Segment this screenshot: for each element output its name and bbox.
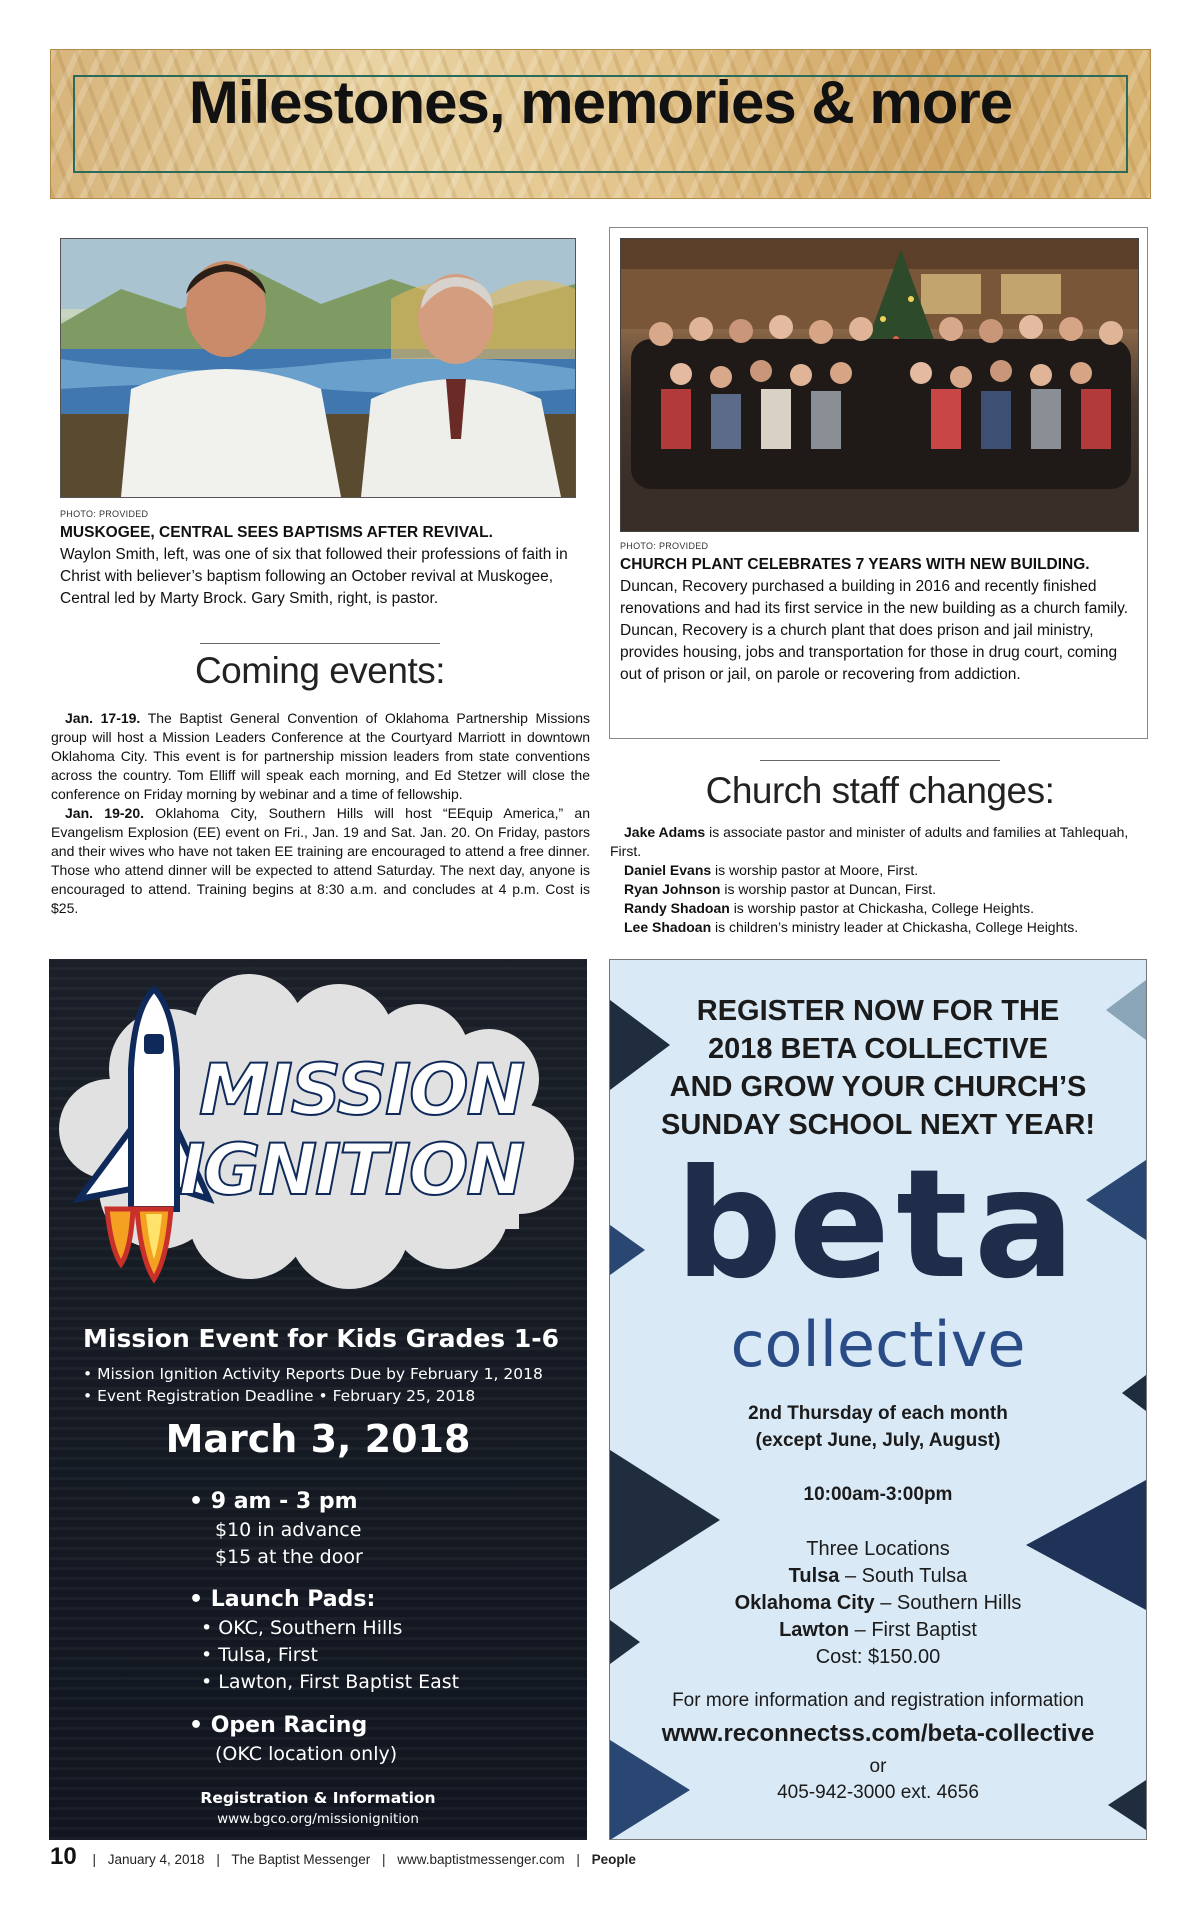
footer-separator: | <box>216 1852 220 1867</box>
staff-item <box>610 823 1150 861</box>
church-group-photo <box>620 238 1139 532</box>
beta-headline <box>610 992 1146 1144</box>
footer-paper: The Baptist Messenger <box>231 1852 371 1867</box>
staff-item <box>610 899 1150 918</box>
story1-headline: MUSKOGEE, CENTRAL SEES BAPTISMS AFTER REVIVAL. <box>60 524 493 541</box>
beta-location-site: – South Tulsa <box>845 1565 968 1587</box>
beta-schedule-line: (except June, July, August) <box>755 1430 1001 1451</box>
mission-price-door: $15 at the door <box>215 1546 363 1568</box>
footer-date: January 4, 2018 <box>107 1852 205 1867</box>
section-banner <box>50 49 1151 199</box>
staff-item <box>610 918 1150 937</box>
staff-changes-list <box>610 823 1150 937</box>
story1-body: Waylon Smith, left, was one of six that followed their professions of faith in Christ with believer’s baptism following an October revival at Muskogee, Central led by Marty Brock. Gary Smith, right, is pastor. <box>60 546 568 607</box>
mission-pad-lawton: • Lawton, First Baptist East <box>201 1671 460 1693</box>
photo2-credit: PHOTO: PROVIDED <box>620 541 709 551</box>
beta-location-city: Oklahoma City <box>734 1592 875 1614</box>
mission-pad-tulsa: • Tulsa, First <box>201 1644 318 1666</box>
beta-location <box>610 1617 1146 1644</box>
page-number: 10 <box>50 1843 77 1870</box>
beta-logo-sub: collective <box>730 1308 1026 1381</box>
footer-separator: | <box>576 1852 580 1867</box>
beta-locations-heading: Three Locations <box>806 1538 950 1560</box>
mission-time: • 9 am - 3 pm <box>189 1489 358 1514</box>
staff-changes-rule <box>760 760 1000 761</box>
mission-racing-heading: • Open Racing <box>189 1713 368 1738</box>
staff-name: Jake Adams <box>624 824 706 840</box>
event-date: Jan. 19-20. <box>65 805 144 821</box>
story2-headline: CHURCH PLANT CELEBRATES 7 YEARS WITH NEW BUILDING. <box>620 556 1090 573</box>
event-item <box>51 804 590 918</box>
staff-role: is children’s ministry leader at Chickasha, College Heights. <box>715 919 1079 935</box>
beta-locations <box>610 1536 1146 1671</box>
mission-ignition-logo-line1: MISSION <box>199 1049 524 1131</box>
story2-box <box>609 227 1148 739</box>
mission-ignition-logo-line2: IGNITION <box>179 1129 524 1211</box>
banner-title: Milestones, memories & more <box>188 69 1013 136</box>
staff-role: is worship pastor at Duncan, First. <box>724 881 936 897</box>
coming-events-list <box>51 709 590 918</box>
event-item <box>51 709 590 804</box>
staff-role: is worship pastor at Moore, First. <box>715 862 919 878</box>
mission-deadline-2: • Event Registration Deadline • February 25, 2018 <box>83 1387 476 1405</box>
footer-section: People <box>591 1852 636 1867</box>
staff-role: is associate pastor and minister of adults and families at Tahlequah, First. <box>610 824 1129 859</box>
beta-location <box>610 1563 1146 1590</box>
beta-url[interactable]: www.reconnectss.com/beta-collective <box>661 1720 1095 1747</box>
beta-headline-line: SUNDAY SCHOOL NEXT YEAR! <box>660 1109 1096 1141</box>
beta-location <box>610 1590 1146 1617</box>
mission-registration-label: Registration & Information <box>200 1789 436 1807</box>
beta-phone: 405-942-3000 ext. 4656 <box>777 1782 979 1803</box>
mission-racing-note: (OKC location only) <box>215 1743 398 1765</box>
church-group-photo-illustration <box>621 239 1138 531</box>
beta-location-site: – First Baptist <box>854 1619 977 1641</box>
page-footer <box>50 1843 1150 1883</box>
event-text: Oklahoma City, Southern Hills will host “EEquip America,” an Evangelism Explosion (EE) event on Fri., Jan. 19 and Sat. Jan. 20. On Friday, pastors and their wives who have not taken EE training are encouraged to attend a free dinner. Those who attend dinner will be expected to attend Saturday. The next day, anyone is encouraged to attend. Training begins at 8:30 a.m. and concludes at 4 p.m. Cost is $25. <box>51 805 590 916</box>
beta-collective-ad <box>609 959 1147 1840</box>
beta-location-city: Tulsa <box>788 1565 840 1587</box>
story2-body: Duncan, Recovery purchased a building in 2016 and recently finished renovations and had its first service in the new building as a church family. Duncan, Recovery is a church plant that does prison and jail ministry, provides housing, jobs and transportation for those in drug court, coming out of prison or jail, on parole or recovering from addiction. <box>620 578 1129 683</box>
beta-headline-line: REGISTER NOW FOR THE <box>696 995 1060 1027</box>
mission-deadline-1: • Mission Ignition Activity Reports Due by February 1, 2018 <box>83 1365 543 1383</box>
staff-name: Randy Shadoan <box>624 900 730 916</box>
staff-name: Ryan Johnson <box>624 881 721 897</box>
beta-schedule-line: 2nd Thursday of each month <box>748 1403 1008 1424</box>
baptism-photo-illustration <box>61 239 575 497</box>
beta-logo-word: beta <box>674 1138 1082 1312</box>
coming-events-title: Coming events: <box>194 650 446 691</box>
beta-headline-line: 2018 BETA COLLECTIVE <box>707 1033 1048 1065</box>
mission-date: March 3, 2018 <box>165 1417 471 1461</box>
staff-role: is worship pastor at Chickasha, College Heights. <box>733 900 1035 916</box>
staff-changes-title: Church staff changes: <box>705 770 1055 811</box>
story1-caption <box>60 522 575 610</box>
mission-pads-heading: • Launch Pads: <box>189 1587 376 1612</box>
footer-site[interactable]: www.baptistmessenger.com <box>397 1852 565 1867</box>
mission-registration-url[interactable]: www.bgco.org/missionignition <box>217 1811 419 1827</box>
story2-caption <box>620 554 1135 686</box>
mission-pad-okc: • OKC, Southern Hills <box>201 1617 403 1639</box>
staff-name: Daniel Evans <box>624 862 712 878</box>
beta-hours: 10:00am-3:00pm <box>803 1484 953 1505</box>
beta-cost: Cost: $150.00 <box>815 1646 941 1668</box>
footer-separator: | <box>381 1852 386 1867</box>
mission-subtitle: Mission Event for Kids Grades 1-6 <box>83 1324 560 1353</box>
baptism-photo <box>60 238 576 498</box>
staff-item <box>610 880 1150 899</box>
beta-location-city: Lawton <box>779 1619 850 1641</box>
beta-schedule <box>610 1400 1146 1454</box>
staff-item <box>610 861 1150 880</box>
event-date: Jan. 17-19. <box>65 710 141 726</box>
beta-location-site: – Southern Hills <box>880 1592 1022 1614</box>
footer-separator: | <box>92 1852 96 1867</box>
staff-name: Lee Shadoan <box>624 919 712 935</box>
mission-price-advance: $10 in advance <box>215 1519 362 1541</box>
event-text: The Baptist General Convention of Oklahoma Partnership Missions group will host a Mission Leaders Conference at the Courtyard Marriott in downtown Oklahoma City. This event is for partnership mission leaders from state conventions across the country. Tom Elliff will speak each morning, and Ed Stetzer will close the conference on Friday morning by webinar and a time of fellowship. <box>51 710 590 802</box>
photo1-credit: PHOTO: PROVIDED <box>60 509 149 519</box>
mission-ignition-ad <box>49 959 587 1840</box>
beta-or: or <box>869 1756 887 1777</box>
coming-events-rule <box>200 643 440 644</box>
beta-info-line: For more information and registration information <box>672 1690 1084 1711</box>
beta-headline-line: AND GROW YOUR CHURCH’S <box>669 1071 1087 1103</box>
